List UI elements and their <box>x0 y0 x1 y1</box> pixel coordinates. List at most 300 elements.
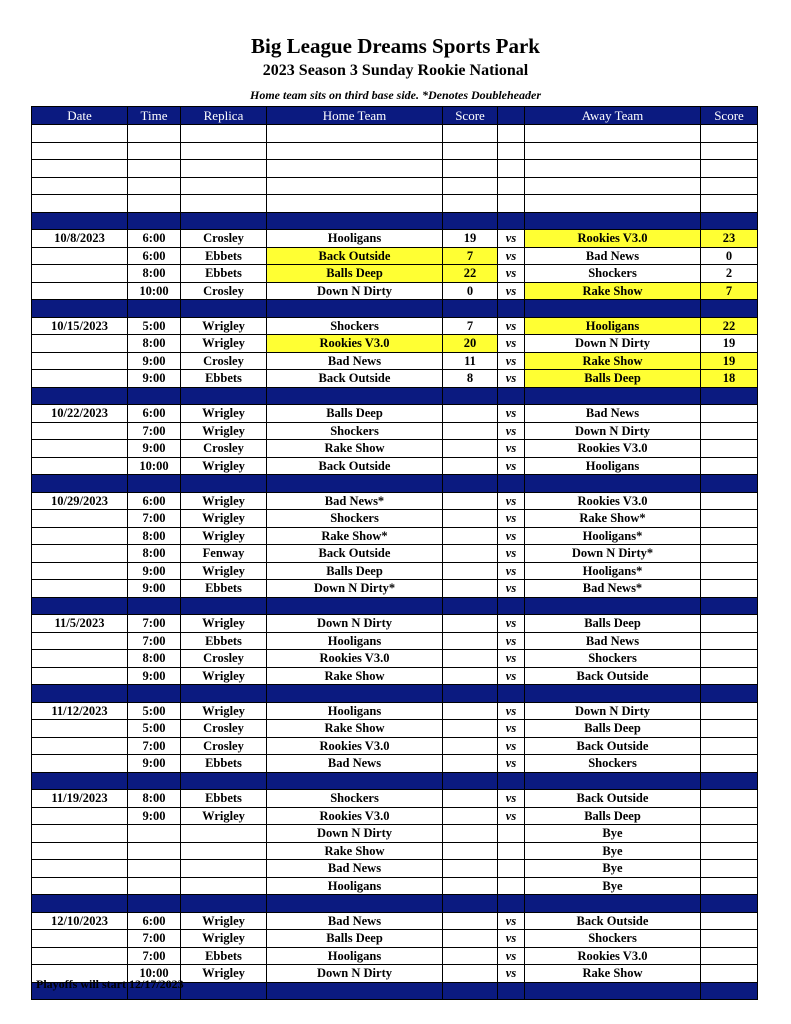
replica-cell: Crosley <box>181 440 267 458</box>
time-cell: 5:00 <box>128 317 181 335</box>
vs-cell <box>498 982 525 1000</box>
time-cell <box>128 212 181 230</box>
game-row <box>32 545 758 563</box>
date-cell <box>32 387 128 405</box>
home-score-cell <box>443 685 498 703</box>
replica-cell: Ebbets <box>181 947 267 965</box>
home-score-cell <box>443 667 498 685</box>
replica-cell: Wrigley <box>181 405 267 423</box>
game-row <box>32 877 758 895</box>
home-score-cell <box>443 545 498 563</box>
date-cell <box>32 212 128 230</box>
away-team-cell: Rookies V3.0 <box>525 947 701 965</box>
away-score-cell <box>701 667 758 685</box>
home-team-cell: Bad News <box>267 352 443 370</box>
away-team-cell: Rake Show <box>525 352 701 370</box>
time-cell: 6:00 <box>128 405 181 423</box>
home-score-cell <box>443 755 498 773</box>
game-row <box>32 860 758 878</box>
vs-cell <box>498 772 525 790</box>
game-row <box>32 510 758 528</box>
time-cell <box>128 772 181 790</box>
vs-cell <box>498 877 525 895</box>
date-cell <box>32 142 128 160</box>
away-score-cell <box>701 510 758 528</box>
date-cell <box>32 947 128 965</box>
home-team-cell: Rake Show <box>267 842 443 860</box>
time-cell: 9:00 <box>128 667 181 685</box>
home-team-cell: Back Outside <box>267 457 443 475</box>
away-team-cell <box>525 597 701 615</box>
time-cell: 9:00 <box>128 562 181 580</box>
date-cell <box>32 755 128 773</box>
vs-cell <box>498 860 525 878</box>
home-team-cell: Down N Dirty <box>267 965 443 983</box>
date-cell <box>32 422 128 440</box>
away-team-cell: Balls Deep <box>525 370 701 388</box>
away-team-cell: Shockers <box>525 930 701 948</box>
home-score-cell <box>443 825 498 843</box>
game-row <box>32 947 758 965</box>
away-team-cell: Back Outside <box>525 667 701 685</box>
away-score-cell <box>701 965 758 983</box>
time-cell <box>128 877 181 895</box>
replica-cell: Crosley <box>181 720 267 738</box>
home-team-cell: Shockers <box>267 422 443 440</box>
home-team-cell: Hooligans <box>267 877 443 895</box>
date-cell <box>32 545 128 563</box>
home-team-cell: Balls Deep <box>267 265 443 283</box>
replica-cell: Wrigley <box>181 615 267 633</box>
home-team-cell: Balls Deep <box>267 562 443 580</box>
home-score-cell <box>443 422 498 440</box>
away-team-cell: Balls Deep <box>525 807 701 825</box>
game-row <box>32 370 758 388</box>
vs-cell: vs <box>498 650 525 668</box>
home-team-cell <box>267 300 443 318</box>
home-score-cell <box>443 650 498 668</box>
away-score-cell <box>701 912 758 930</box>
date-cell: 10/8/2023 <box>32 230 128 248</box>
home-team-cell: Rookies V3.0 <box>267 650 443 668</box>
replica-cell: Wrigley <box>181 510 267 528</box>
home-score-cell <box>443 527 498 545</box>
date-cell <box>32 860 128 878</box>
replica-cell: Crosley <box>181 737 267 755</box>
home-score-cell <box>443 195 498 213</box>
vs-cell: vs <box>498 440 525 458</box>
away-score-cell: 0 <box>701 247 758 265</box>
vs-cell: vs <box>498 737 525 755</box>
away-score-cell <box>701 790 758 808</box>
game-row <box>32 755 758 773</box>
blank-row <box>32 177 758 195</box>
replica-cell: Crosley <box>181 352 267 370</box>
away-team-cell: Bye <box>525 842 701 860</box>
home-team-cell: Hooligans <box>267 947 443 965</box>
vs-cell <box>498 125 525 143</box>
away-team-cell: Bad News <box>525 405 701 423</box>
date-cell <box>32 772 128 790</box>
away-score-cell <box>701 545 758 563</box>
replica-cell <box>181 860 267 878</box>
time-cell: 10:00 <box>128 457 181 475</box>
vs-cell: vs <box>498 282 525 300</box>
time-cell: 8:00 <box>128 790 181 808</box>
home-team-cell <box>267 195 443 213</box>
home-score-cell: 19 <box>443 230 498 248</box>
vs-cell: vs <box>498 667 525 685</box>
vs-cell: vs <box>498 930 525 948</box>
away-team-cell <box>525 125 701 143</box>
away-team-cell: Rake Show <box>525 282 701 300</box>
time-cell <box>128 177 181 195</box>
game-row <box>32 562 758 580</box>
date-cell <box>32 650 128 668</box>
date-cell <box>32 597 128 615</box>
home-score-cell <box>443 300 498 318</box>
away-score-cell <box>701 440 758 458</box>
time-cell: 10:00 <box>128 282 181 300</box>
replica-cell: Wrigley <box>181 965 267 983</box>
replica-cell: Wrigley <box>181 807 267 825</box>
game-row <box>32 580 758 598</box>
home-score-cell <box>443 562 498 580</box>
home-score-cell <box>443 177 498 195</box>
replica-cell: Wrigley <box>181 667 267 685</box>
away-team-cell <box>525 195 701 213</box>
page-subtitle: 2023 Season 3 Sunday Rookie National <box>262 62 529 79</box>
game-row <box>32 720 758 738</box>
home-score-cell <box>443 772 498 790</box>
vs-cell: vs <box>498 370 525 388</box>
replica-cell <box>181 597 267 615</box>
date-cell <box>32 877 128 895</box>
home-team-cell: Back Outside <box>267 247 443 265</box>
replica-cell <box>181 685 267 703</box>
home-score-cell <box>443 720 498 738</box>
away-score-cell: 19 <box>701 352 758 370</box>
time-cell: 6:00 <box>128 230 181 248</box>
time-cell: 8:00 <box>128 545 181 563</box>
away-team-cell: Hooligans* <box>525 527 701 545</box>
vs-cell: vs <box>498 562 525 580</box>
home-team-cell <box>267 177 443 195</box>
home-team-cell <box>267 212 443 230</box>
home-score-cell <box>443 895 498 913</box>
replica-cell <box>181 177 267 195</box>
game-row <box>32 335 758 353</box>
game-row <box>32 457 758 475</box>
week-separator-row <box>32 597 758 615</box>
away-team-cell: Balls Deep <box>525 720 701 738</box>
vs-cell: vs <box>498 492 525 510</box>
away-score-cell <box>701 930 758 948</box>
date-cell: 12/10/2023 <box>32 912 128 930</box>
date-cell <box>32 335 128 353</box>
away-score-cell <box>701 615 758 633</box>
home-score-cell <box>443 492 498 510</box>
replica-cell: Ebbets <box>181 580 267 598</box>
game-row <box>32 405 758 423</box>
replica-cell: Crosley <box>181 282 267 300</box>
date-cell <box>32 930 128 948</box>
away-team-cell: Bad News <box>525 247 701 265</box>
date-cell <box>32 300 128 318</box>
away-team-cell <box>525 895 701 913</box>
vs-cell: vs <box>498 422 525 440</box>
away-team-cell <box>525 772 701 790</box>
time-cell <box>128 842 181 860</box>
schedule-body <box>32 125 758 1000</box>
date-cell <box>32 457 128 475</box>
game-row <box>32 265 758 283</box>
away-score-cell: 19 <box>701 335 758 353</box>
away-score-cell <box>701 580 758 598</box>
vs-cell: vs <box>498 352 525 370</box>
away-team-cell <box>525 177 701 195</box>
away-score-cell: 22 <box>701 317 758 335</box>
vs-cell <box>498 597 525 615</box>
away-team-cell <box>525 475 701 493</box>
home-score-cell <box>443 387 498 405</box>
away-team-cell <box>525 142 701 160</box>
home-score-cell <box>443 930 498 948</box>
time-cell: 6:00 <box>128 492 181 510</box>
time-cell: 8:00 <box>128 650 181 668</box>
game-row <box>32 650 758 668</box>
replica-cell <box>181 475 267 493</box>
week-separator-row <box>32 895 758 913</box>
away-team-cell: Balls Deep <box>525 615 701 633</box>
time-cell <box>128 125 181 143</box>
date-cell <box>32 580 128 598</box>
game-row <box>32 912 758 930</box>
time-cell <box>128 597 181 615</box>
date-cell <box>32 720 128 738</box>
home-score-cell: 20 <box>443 335 498 353</box>
away-team-cell: Down N Dirty <box>525 422 701 440</box>
home-team-cell <box>267 772 443 790</box>
game-row <box>32 702 758 720</box>
away-team-cell: Bad News* <box>525 580 701 598</box>
away-score-cell <box>701 125 758 143</box>
home-team-cell: Hooligans <box>267 632 443 650</box>
time-cell: 7:00 <box>128 930 181 948</box>
home-score-cell <box>443 860 498 878</box>
date-cell <box>32 685 128 703</box>
home-score-cell <box>443 142 498 160</box>
time-cell <box>128 300 181 318</box>
away-team-cell: Rake Show <box>525 965 701 983</box>
away-team-cell <box>525 387 701 405</box>
home-team-cell <box>267 895 443 913</box>
home-score-cell <box>443 580 498 598</box>
week-separator-row <box>32 212 758 230</box>
vs-cell: vs <box>498 457 525 475</box>
page-title: Big League Dreams Sports Park <box>251 34 540 58</box>
home-score-cell <box>443 807 498 825</box>
schedule-note: Home team sits on third base side. *Denotes Doubleheader <box>250 88 541 102</box>
away-team-cell: Shockers <box>525 650 701 668</box>
game-row <box>32 667 758 685</box>
vs-cell: vs <box>498 755 525 773</box>
home-score-cell <box>443 457 498 475</box>
schedule-table <box>31 106 758 1000</box>
home-score-cell <box>443 632 498 650</box>
away-team-cell: Rookies V3.0 <box>525 230 701 248</box>
home-team-cell <box>267 685 443 703</box>
date-cell <box>32 825 128 843</box>
away-team-cell: Hooligans <box>525 317 701 335</box>
date-cell: 11/12/2023 <box>32 702 128 720</box>
date-cell: 11/19/2023 <box>32 790 128 808</box>
date-cell <box>32 842 128 860</box>
away-score-cell <box>701 142 758 160</box>
away-score-cell <box>701 632 758 650</box>
vs-cell <box>498 825 525 843</box>
replica-cell <box>181 842 267 860</box>
game-row <box>32 807 758 825</box>
game-row <box>32 440 758 458</box>
vs-cell: vs <box>498 912 525 930</box>
home-team-cell: Rake Show <box>267 720 443 738</box>
away-score-cell <box>701 422 758 440</box>
home-score-cell: 11 <box>443 352 498 370</box>
replica-cell: Ebbets <box>181 632 267 650</box>
home-score-cell <box>443 510 498 528</box>
away-team-cell: Rookies V3.0 <box>525 440 701 458</box>
away-team-cell: Bye <box>525 825 701 843</box>
replica-cell: Wrigley <box>181 335 267 353</box>
home-score-cell <box>443 597 498 615</box>
replica-cell: Wrigley <box>181 492 267 510</box>
away-team-cell: Bye <box>525 877 701 895</box>
away-score-cell <box>701 597 758 615</box>
replica-cell: Crosley <box>181 650 267 668</box>
away-team-cell: Bad News <box>525 632 701 650</box>
replica-cell <box>181 142 267 160</box>
home-team-cell: Balls Deep <box>267 405 443 423</box>
time-cell: 5:00 <box>128 702 181 720</box>
time-cell: 8:00 <box>128 527 181 545</box>
vs-cell: vs <box>498 807 525 825</box>
time-cell <box>128 895 181 913</box>
home-score-cell <box>443 947 498 965</box>
home-team-cell <box>267 597 443 615</box>
date-cell <box>32 195 128 213</box>
game-row <box>32 247 758 265</box>
date-cell: 10/22/2023 <box>32 405 128 423</box>
replica-cell <box>181 212 267 230</box>
replica-cell <box>181 300 267 318</box>
away-team-cell <box>525 685 701 703</box>
home-team-cell: Back Outside <box>267 545 443 563</box>
time-cell <box>128 825 181 843</box>
vs-cell: vs <box>498 720 525 738</box>
time-cell: 8:00 <box>128 335 181 353</box>
game-row <box>32 422 758 440</box>
home-team-cell: Back Outside <box>267 370 443 388</box>
date-cell: 11/5/2023 <box>32 615 128 633</box>
away-team-cell: Back Outside <box>525 790 701 808</box>
home-score-cell <box>443 440 498 458</box>
date-cell <box>32 125 128 143</box>
game-row <box>32 230 758 248</box>
replica-cell: Ebbets <box>181 755 267 773</box>
game-row <box>32 842 758 860</box>
home-score-cell <box>443 912 498 930</box>
time-cell: 5:00 <box>128 720 181 738</box>
col-header-away-score: Score <box>701 107 758 125</box>
away-team-cell <box>525 212 701 230</box>
vs-cell: vs <box>498 510 525 528</box>
time-cell: 9:00 <box>128 370 181 388</box>
home-team-cell <box>267 142 443 160</box>
playoffs-note: Playoffs will start 12/17/2023 <box>36 977 184 991</box>
away-score-cell <box>701 842 758 860</box>
away-score-cell <box>701 212 758 230</box>
time-cell: 9:00 <box>128 755 181 773</box>
away-score-cell <box>701 527 758 545</box>
replica-cell: Ebbets <box>181 370 267 388</box>
replica-cell: Ebbets <box>181 265 267 283</box>
time-cell: 6:00 <box>128 912 181 930</box>
time-cell: 7:00 <box>128 737 181 755</box>
home-score-cell <box>443 160 498 178</box>
time-cell: 7:00 <box>128 422 181 440</box>
home-team-cell: Rake Show* <box>267 527 443 545</box>
replica-cell <box>181 825 267 843</box>
home-score-cell: 7 <box>443 317 498 335</box>
vs-cell <box>498 685 525 703</box>
time-cell <box>128 387 181 405</box>
replica-cell: Wrigley <box>181 912 267 930</box>
replica-cell: Wrigley <box>181 930 267 948</box>
vs-cell <box>498 842 525 860</box>
time-cell: 9:00 <box>128 807 181 825</box>
date-cell <box>32 510 128 528</box>
away-score-cell <box>701 685 758 703</box>
away-score-cell: 7 <box>701 282 758 300</box>
away-score-cell <box>701 877 758 895</box>
date-cell: 10/29/2023 <box>32 492 128 510</box>
home-team-cell <box>267 475 443 493</box>
away-team-cell: Down N Dirty <box>525 335 701 353</box>
col-header-home-team: Home Team <box>267 107 443 125</box>
away-score-cell <box>701 492 758 510</box>
home-score-cell <box>443 965 498 983</box>
blank-row <box>32 195 758 213</box>
vs-cell <box>498 177 525 195</box>
date-cell <box>32 282 128 300</box>
away-score-cell <box>701 737 758 755</box>
home-score-cell <box>443 212 498 230</box>
home-team-cell <box>267 160 443 178</box>
vs-cell <box>498 387 525 405</box>
home-score-cell <box>443 702 498 720</box>
time-cell <box>128 142 181 160</box>
vs-cell: vs <box>498 317 525 335</box>
date-cell <box>32 160 128 178</box>
date-cell <box>32 352 128 370</box>
home-team-cell: Bad News <box>267 755 443 773</box>
time-cell <box>128 475 181 493</box>
away-score-cell <box>701 300 758 318</box>
vs-cell: vs <box>498 545 525 563</box>
game-row <box>32 737 758 755</box>
date-cell <box>32 247 128 265</box>
